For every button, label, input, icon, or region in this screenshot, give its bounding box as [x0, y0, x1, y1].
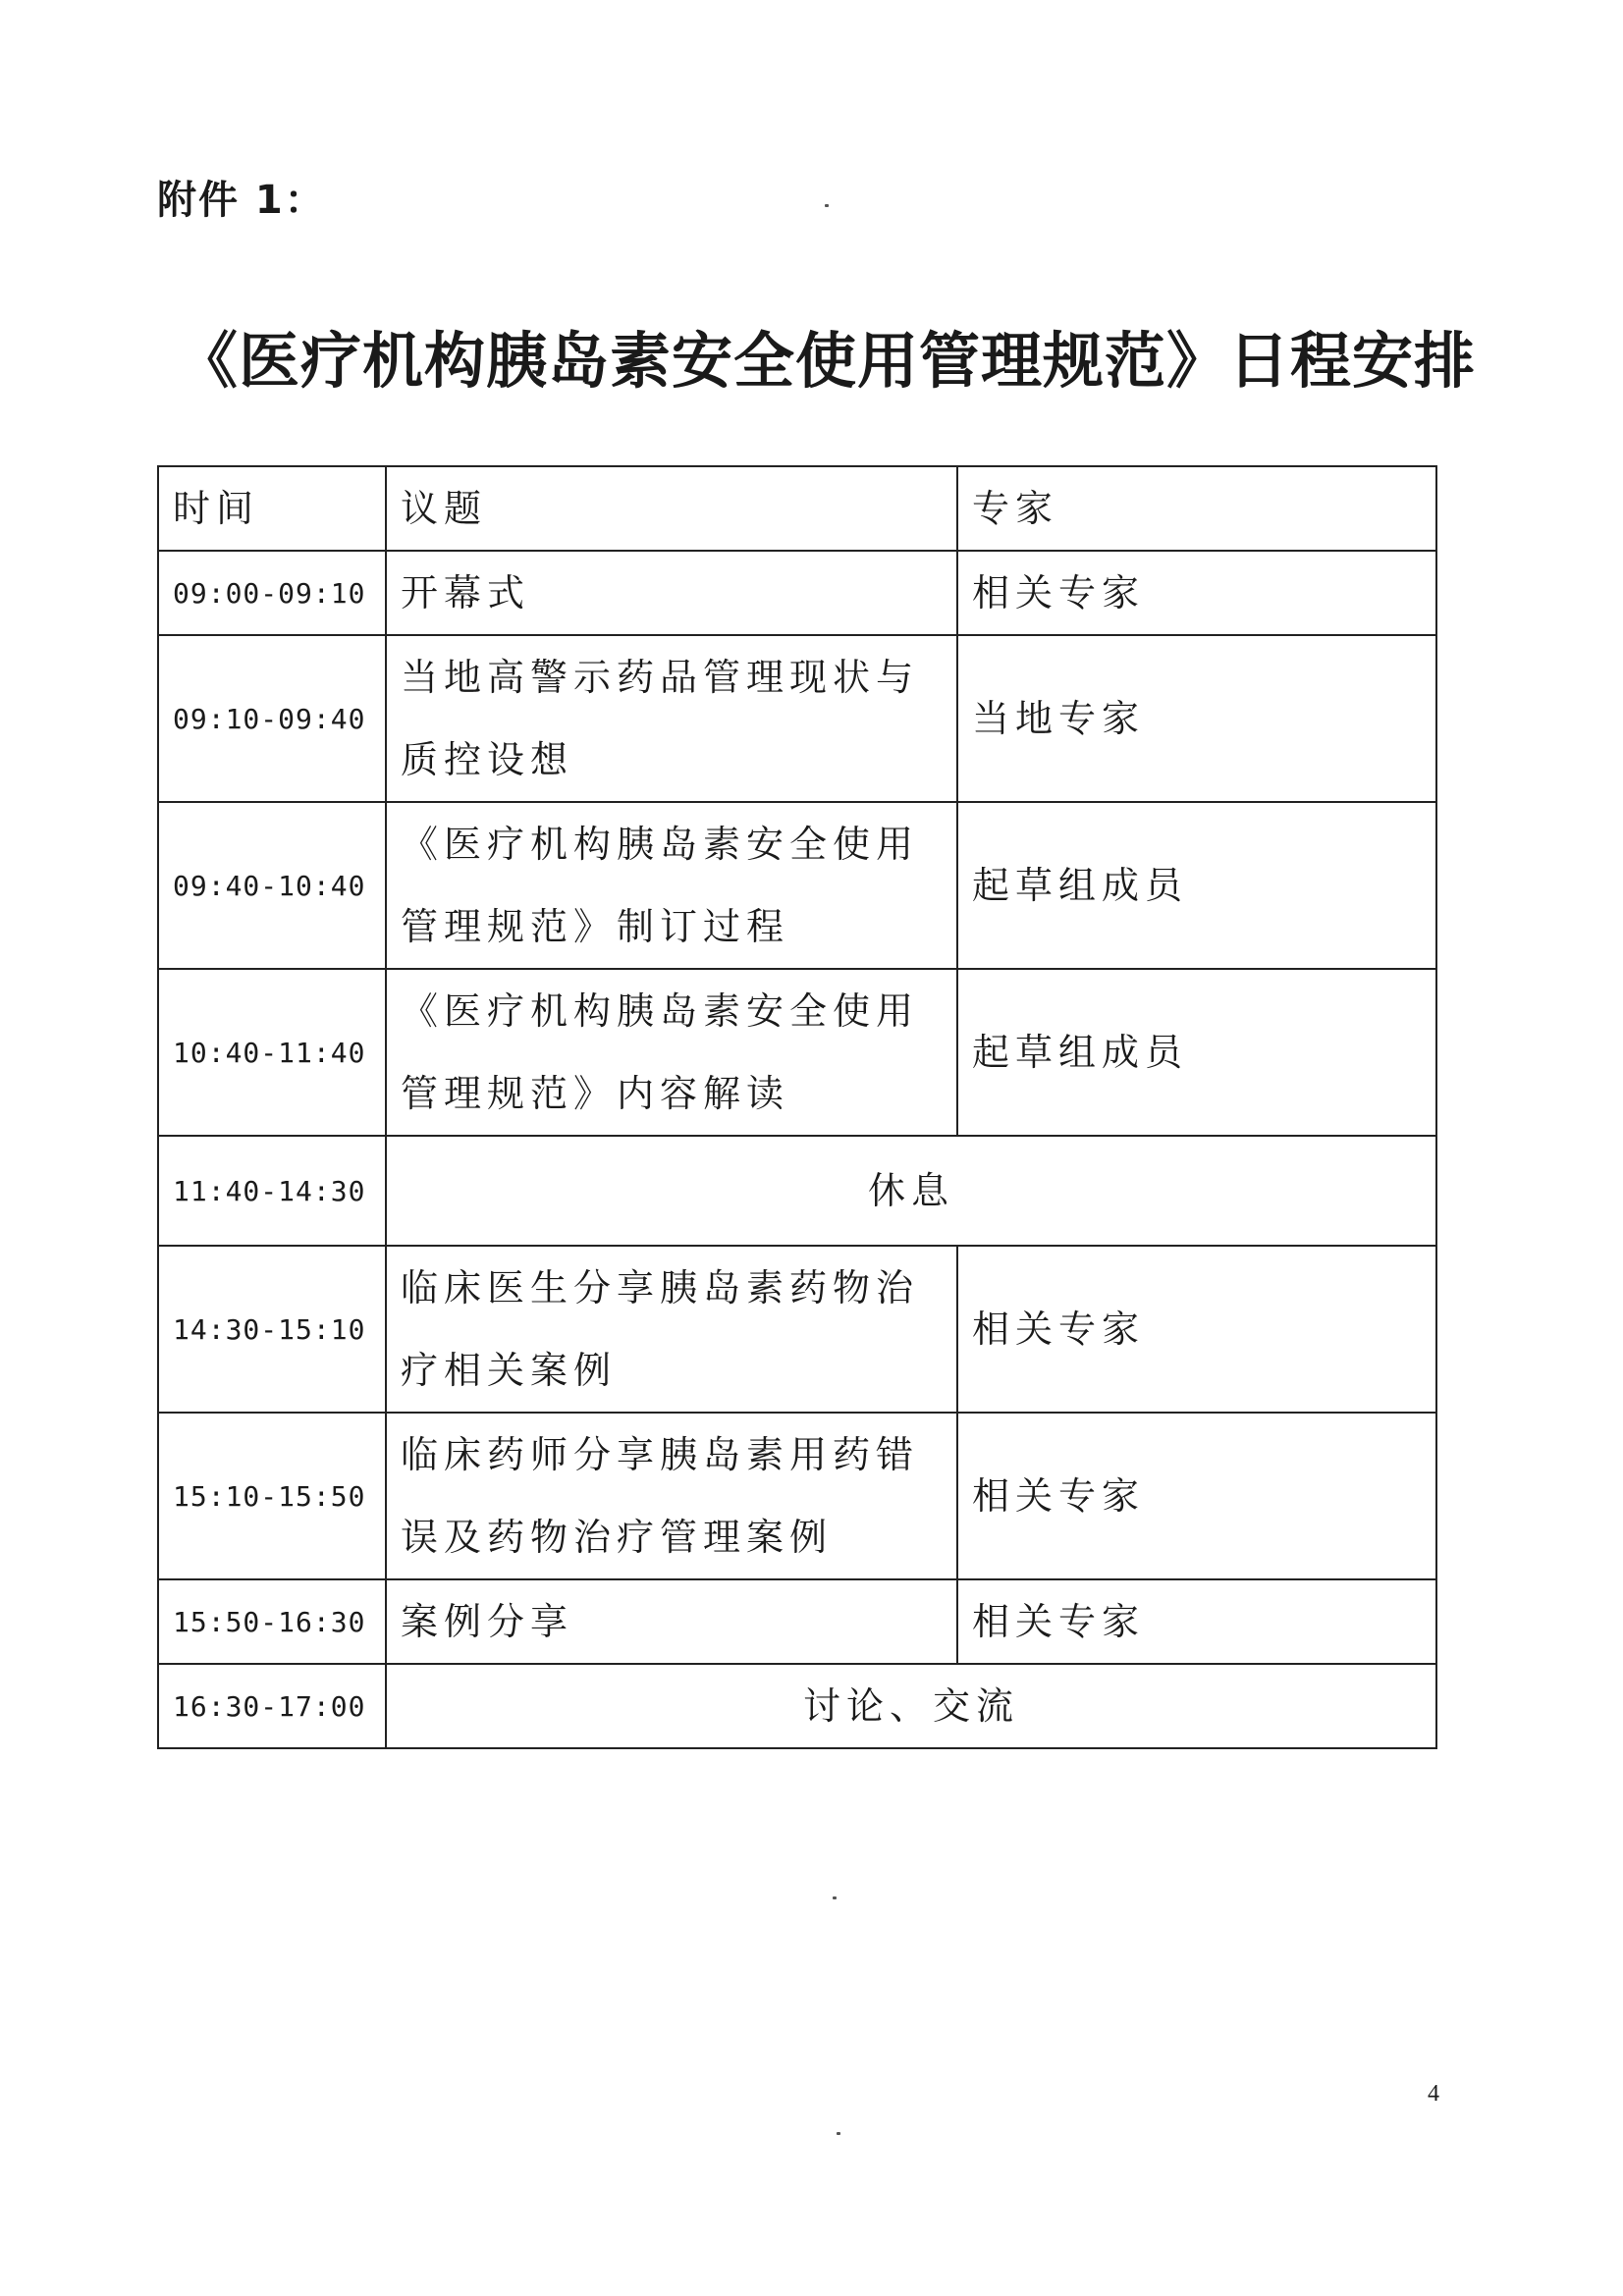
- topic-cell: 案例分享: [386, 1579, 957, 1664]
- table-row: [158, 1246, 1436, 1413]
- table-row: [158, 802, 1436, 969]
- topic-cell: 临床药师分享胰岛素用药错误及药物治疗管理案例: [386, 1413, 957, 1579]
- table-row: [158, 1579, 1436, 1664]
- topic-cell: 临床医生分享胰岛素药物治疗相关案例: [386, 1246, 957, 1413]
- document-title: 《医疗机构胰岛素安全使用管理规范》日程安排: [177, 325, 1477, 397]
- page-number: 4: [1428, 2081, 1439, 2107]
- expert-cell: 相关专家: [957, 1246, 1436, 1413]
- header-expert: 专家: [957, 466, 1436, 551]
- expert-cell: 起草组成员: [957, 969, 1436, 1136]
- expert-cell: 当地专家: [957, 635, 1436, 802]
- expert-cell: 相关专家: [957, 551, 1436, 635]
- attachment-label: 附件 1：: [157, 178, 326, 223]
- time-cell: 15:50-16:30: [158, 1579, 386, 1664]
- time-cell: 09:00-09:10: [158, 551, 386, 635]
- table-row: [158, 1413, 1436, 1579]
- time-cell: 09:40-10:40: [158, 802, 386, 969]
- expert-cell: 相关专家: [957, 1579, 1436, 1664]
- span-cell: 休息: [386, 1136, 1436, 1246]
- table-row: [158, 1664, 1436, 1748]
- table-row: [158, 635, 1436, 802]
- time-cell: 14:30-15:10: [158, 1246, 386, 1413]
- topic-cell: 当地高警示药品管理现状与质控设想: [386, 635, 957, 802]
- time-cell: 11:40-14:30: [158, 1136, 386, 1246]
- schedule-table: [157, 465, 1437, 1749]
- time-cell: 10:40-11:40: [158, 969, 386, 1136]
- time-cell: 09:10-09:40: [158, 635, 386, 802]
- table-row: [158, 551, 1436, 635]
- table-row: [158, 1136, 1436, 1246]
- table-row: [158, 969, 1436, 1136]
- expert-cell: 起草组成员: [957, 802, 1436, 969]
- topic-cell: 《医疗机构胰岛素安全使用管理规范》内容解读: [386, 969, 957, 1136]
- time-cell: 15:10-15:50: [158, 1413, 386, 1579]
- scan-speck: [837, 2132, 840, 2135]
- header-topic: 议题: [386, 466, 957, 551]
- topic-cell: 《医疗机构胰岛素安全使用管理规范》制订过程: [386, 802, 957, 969]
- span-cell: 讨论、交流: [386, 1664, 1436, 1748]
- scan-speck: [833, 1896, 837, 1899]
- scan-speck: [825, 204, 829, 207]
- expert-cell: 相关专家: [957, 1413, 1436, 1579]
- time-cell: 16:30-17:00: [158, 1664, 386, 1748]
- topic-cell: 开幕式: [386, 551, 957, 635]
- table-header-row: [158, 466, 1436, 551]
- header-time: 时间: [158, 466, 386, 551]
